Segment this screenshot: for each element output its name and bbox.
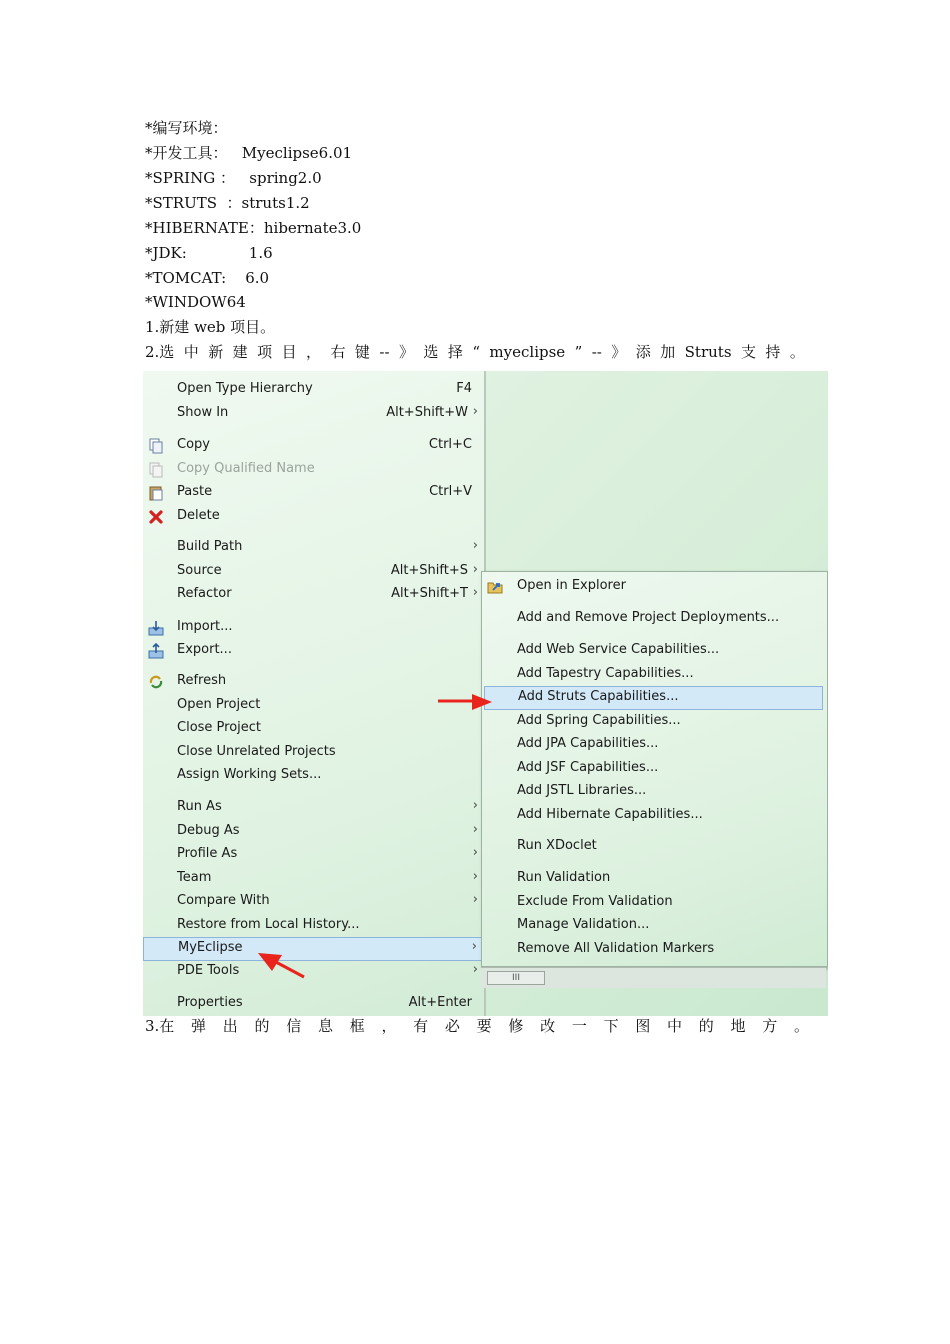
menu-item-label: Manage Validation... — [517, 917, 650, 932]
doc-line-dev-tool: *开发工具： Myeclipse6.01 — [145, 144, 353, 162]
menu-item-open-type-hierarchy[interactable] — [143, 379, 484, 401]
submenu-arrow-icon: › — [472, 538, 478, 553]
menu-item-team[interactable] — [143, 868, 484, 890]
submenu-arrow-icon: › — [472, 798, 478, 813]
step2-token: -- — [591, 343, 602, 361]
submenu-item-run-xdoclet[interactable] — [482, 836, 827, 858]
step3-token: 3.在 — [145, 1017, 175, 1035]
project-context-menu — [143, 371, 486, 1016]
step2-token: 》 — [611, 343, 627, 361]
menu-item-copy[interactable] — [143, 435, 484, 457]
doc-line-window: *WINDOW64 — [145, 293, 246, 311]
step3-token: 的 — [698, 1017, 714, 1035]
menu-item-label: PDE Tools — [177, 963, 240, 978]
menu-item-label: Close Unrelated Projects — [177, 744, 336, 759]
step2-token: 项 — [257, 343, 273, 361]
step3-token: 弹 — [191, 1017, 207, 1035]
step3-token: 一 — [571, 1017, 587, 1035]
menu-item-label: Open Project — [177, 697, 261, 712]
menu-item-label: Properties — [177, 995, 243, 1010]
scrollbar-thumb[interactable]: III — [487, 971, 545, 985]
submenu-item-exclude-from-validation[interactable] — [482, 892, 827, 914]
horizontal-scrollbar[interactable] — [481, 967, 826, 988]
menu-item-label: Run XDoclet — [517, 838, 597, 853]
step3-token: 改 — [540, 1017, 556, 1035]
import-icon — [148, 620, 164, 636]
menu-item-copy-qualified-name[interactable] — [143, 459, 484, 481]
menu-item-label: Source — [177, 563, 222, 578]
menu-item-label: Add Struts Capabilities... — [518, 689, 679, 704]
menu-item-label: Close Project — [177, 720, 262, 735]
menu-item-label: Restore from Local History... — [177, 917, 360, 932]
menu-item-label: Add JSF Capabilities... — [517, 760, 659, 775]
menu-item-shortcut: Alt+Enter — [408, 995, 472, 1010]
menu-item-close-project[interactable] — [143, 718, 484, 740]
menu-item-shortcut: Alt+Shift+S — [390, 563, 468, 578]
menu-item-label: Profile As — [177, 846, 238, 861]
menu-item-label: Import... — [177, 619, 233, 634]
menu-item-myeclipse[interactable] — [143, 937, 484, 961]
menu-item-source[interactable] — [143, 561, 484, 583]
step3-token: 要 — [476, 1017, 492, 1035]
submenu-item-add-web-service[interactable] — [482, 640, 827, 662]
submenu-item-open-in-explorer[interactable] — [482, 576, 827, 598]
step3-token: 下 — [603, 1017, 619, 1035]
step3-token: 修 — [508, 1017, 524, 1035]
submenu-arrow-icon: › — [472, 822, 478, 837]
step3-token: 。 — [793, 1017, 809, 1035]
step2-token: ， — [306, 343, 322, 361]
doc-step-2 — [145, 342, 805, 362]
step2-token: 中 — [183, 343, 199, 361]
menu-item-export[interactable] — [143, 640, 484, 662]
step3-token: 必 — [444, 1017, 460, 1035]
menu-item-label: Assign Working Sets... — [177, 767, 322, 782]
copy-icon — [148, 438, 164, 454]
submenu-item-add-hibernate[interactable] — [482, 805, 827, 827]
step2-token: “ — [472, 343, 480, 361]
submenu-item-add-remove-deployments[interactable] — [482, 608, 827, 630]
step3-token: 地 — [730, 1017, 746, 1035]
menu-item-label: Open Type Hierarchy — [177, 381, 313, 396]
menu-item-label: Add Tapestry Capabilities... — [517, 666, 694, 681]
step3-token: 有 — [413, 1017, 429, 1035]
step2-token: 添 — [635, 343, 651, 361]
step2-token: myeclipse — [489, 343, 566, 361]
step2-token: 键 — [354, 343, 370, 361]
doc-step-1: 1.新建 web 项目。 — [145, 318, 276, 336]
step3-token: 的 — [254, 1017, 270, 1035]
export-icon — [148, 643, 164, 659]
submenu-item-add-jsf[interactable] — [482, 758, 827, 780]
menu-item-properties[interactable] — [143, 993, 484, 1015]
step3-token: 出 — [222, 1017, 238, 1035]
menu-item-delete[interactable] — [143, 506, 484, 528]
menu-item-shortcut: Ctrl+V — [429, 484, 472, 499]
step2-token: 2.选 — [145, 343, 175, 361]
menu-item-shortcut: F4 — [456, 381, 472, 396]
submenu-arrow-icon: › — [472, 845, 478, 860]
menu-item-label: Debug As — [177, 823, 240, 838]
menu-item-debug-as[interactable] — [143, 821, 484, 843]
menu-item-label: Run Validation — [517, 870, 611, 885]
menu-item-profile-as[interactable] — [143, 844, 484, 866]
submenu-arrow-icon: › — [472, 962, 478, 977]
submenu-arrow-icon: › — [472, 892, 478, 907]
menu-item-label: Team — [177, 870, 212, 885]
doc-line-jdk: *JDK: 1.6 — [145, 244, 273, 262]
menu-item-show-in[interactable] — [143, 403, 484, 425]
step2-token: 新 — [208, 343, 224, 361]
menu-item-shortcut: Ctrl+C — [428, 437, 472, 452]
step2-token: 择 — [447, 343, 463, 361]
menu-item-label: Show In — [177, 405, 229, 420]
menu-item-label: Add Web Service Capabilities... — [517, 642, 720, 657]
delete-icon — [148, 509, 164, 525]
submenu-item-add-jpa[interactable] — [482, 734, 827, 756]
menu-item-import[interactable] — [143, 617, 484, 639]
step2-token: -- — [379, 343, 390, 361]
menu-item-run-as[interactable] — [143, 797, 484, 819]
submenu-item-add-spring[interactable] — [482, 711, 827, 733]
step2-token: Struts — [684, 343, 732, 361]
menu-item-refresh[interactable] — [143, 671, 484, 693]
submenu-arrow-icon: › — [472, 562, 478, 577]
submenu-arrow-icon: › — [472, 404, 478, 419]
menu-item-open-project[interactable] — [143, 695, 484, 717]
menu-item-label: Run As — [177, 799, 222, 814]
step3-token: 方 — [762, 1017, 778, 1035]
menu-item-label: Remove All Validation Markers — [517, 941, 715, 956]
paste-icon — [148, 485, 164, 501]
menu-item-shortcut: Alt+Shift+T — [391, 586, 468, 601]
doc-line-tomcat: *TOMCAT: 6.0 — [145, 269, 270, 287]
menu-item-label: Exclude From Validation — [517, 894, 673, 909]
menu-item-label: Build Path — [177, 539, 243, 554]
step2-token: 。 — [789, 343, 805, 361]
menu-item-label: Export... — [177, 642, 232, 657]
submenu-item-add-jstl[interactable] — [482, 781, 827, 803]
step3-token: 图 — [635, 1017, 651, 1035]
refresh-icon — [148, 674, 164, 690]
menu-item-assign-working-sets[interactable] — [143, 765, 484, 787]
submenu-arrow-icon: › — [472, 585, 478, 600]
step2-token: ” — [574, 343, 583, 361]
step2-token: 建 — [232, 343, 248, 361]
doc-line-struts: *STRUTS ：struts1.2 — [145, 194, 310, 212]
doc-line-spring: *SPRING ： spring2.0 — [145, 169, 322, 187]
menu-item-build-path[interactable] — [143, 537, 484, 559]
copy-qualified-name-icon — [148, 462, 164, 478]
annotation-arrow-to-myeclipse-icon — [256, 951, 306, 981]
submenu-item-add-tapestry[interactable] — [482, 664, 827, 686]
open-in-explorer-icon — [487, 579, 503, 595]
menu-item-label: Copy — [177, 437, 210, 452]
step3-token: ， — [381, 1017, 397, 1035]
menu-item-label: Paste — [177, 484, 213, 499]
step2-token: 支 — [740, 343, 756, 361]
step3-token: 中 — [667, 1017, 683, 1035]
submenu-arrow-icon: › — [472, 869, 478, 884]
step2-token: 》 — [398, 343, 414, 361]
step2-token: 加 — [660, 343, 676, 361]
menu-item-label: Open in Explorer — [517, 578, 626, 593]
submenu-arrow-icon: › — [471, 939, 477, 954]
menu-item-close-unrelated-projects[interactable] — [143, 742, 484, 764]
step2-token: 目 — [281, 343, 297, 361]
menu-item-label: Delete — [177, 508, 220, 523]
step2-token: 选 — [423, 343, 439, 361]
step3-token: 息 — [317, 1017, 333, 1035]
annotation-arrow-to-struts-icon — [436, 693, 496, 713]
step2-token: 持 — [765, 343, 781, 361]
menu-item-label: MyEclipse — [178, 940, 243, 955]
menu-item-shortcut: Alt+Shift+W — [386, 405, 468, 420]
menu-item-compare-with[interactable] — [143, 891, 484, 913]
menu-item-paste[interactable] — [143, 482, 484, 504]
context-menu-screenshot — [143, 371, 828, 1016]
menu-item-label: Copy Qualified Name — [177, 461, 315, 476]
step2-token: 右 — [330, 343, 346, 361]
menu-item-restore-from-local-history[interactable] — [143, 915, 484, 937]
doc-line-env-heading: *编写环境： — [145, 119, 228, 137]
submenu-item-run-validation[interactable] — [482, 868, 827, 890]
menu-item-pde-tools[interactable] — [143, 961, 484, 983]
menu-item-label: Add and Remove Project Deployments... — [517, 610, 780, 625]
submenu-item-remove-validation-markers[interactable] — [482, 939, 827, 961]
menu-item-label: Refresh — [177, 673, 227, 688]
doc-step-3 — [145, 1016, 809, 1036]
step3-token: 信 — [286, 1017, 302, 1035]
submenu-item-add-struts[interactable] — [484, 686, 823, 710]
menu-item-label: Add JPA Capabilities... — [517, 736, 659, 751]
menu-item-label: Refactor — [177, 586, 232, 601]
menu-item-label: Add JSTL Libraries... — [517, 783, 647, 798]
myeclipse-submenu — [481, 571, 828, 967]
menu-item-refactor[interactable] — [143, 584, 484, 606]
menu-item-label: Compare With — [177, 893, 270, 908]
submenu-item-manage-validation[interactable] — [482, 915, 827, 937]
step3-token: 框 — [349, 1017, 365, 1035]
menu-item-label: Add Hibernate Capabilities... — [517, 807, 703, 822]
menu-item-label: Add Spring Capabilities... — [517, 713, 681, 728]
doc-line-hibernate: *HIBERNATE：hibernate3.0 — [145, 219, 362, 237]
